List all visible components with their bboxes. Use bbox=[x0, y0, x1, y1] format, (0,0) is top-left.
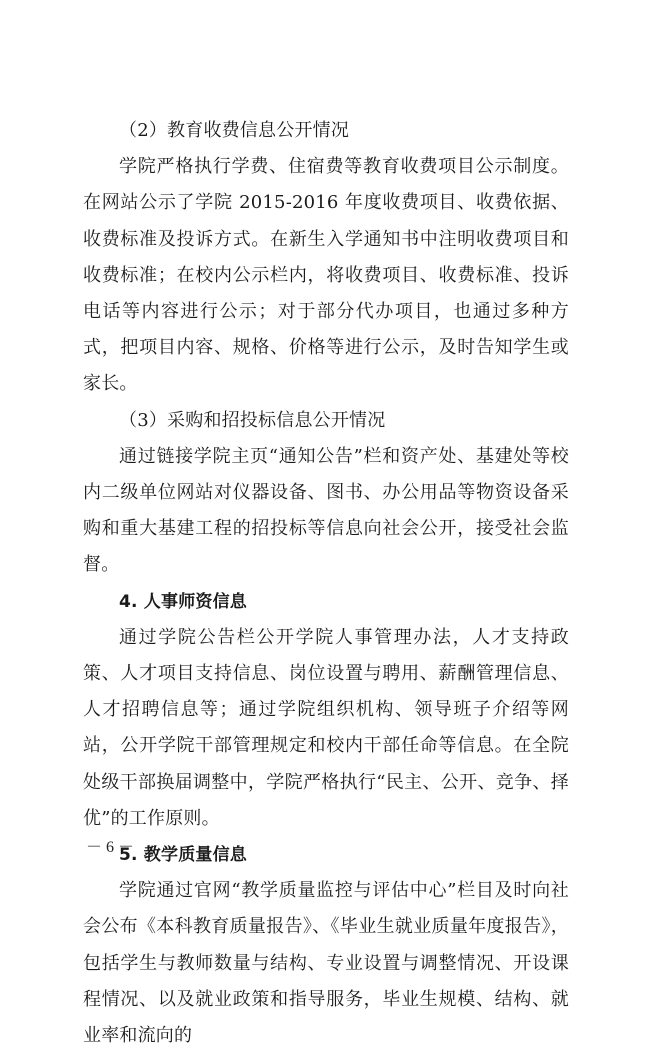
section-3-heading: （3）采购和招投标信息公开情况 bbox=[119, 409, 386, 431]
section-5-heading: 5. 教学质量信息 bbox=[119, 845, 248, 866]
section-4-heading: 4. 人事师资信息 bbox=[119, 591, 248, 612]
section-3-paragraph: 通过链接学院主页“通知公告”栏和资产处、基建处等校内二级单位网站对仪器设备、图书、办公用品等物资设备采购和重大基建工程的招投标等信息向社会公开，接受社会监督。 bbox=[83, 445, 569, 576]
document-body bbox=[83, 113, 569, 1054]
section-2-paragraph: 学院严格执行学费、住宿费等教育收费项目公示制度。在网站公示了学院 2015-2016 年度收费项目、收费依据、收费标准及投诉方式。在新生入学通知书中注明收费项目和收费标准；在校内公示栏内，将收费项目、收费标准、投诉电话等内容进行公示；对于部分代办项目，也通过多种方式，把项目内容、规格、价格等进行公示，及时告知学生或家长。 bbox=[83, 156, 569, 395]
section-4-paragraph: 通过学院公告栏公开学院人事管理办法，人才支持政策、人才项目支持信息、岗位设置与聘用、薪酬管理信息、人才招聘信息等；通过学院组织机构、领导班子介绍等网站，公开学院干部管理规定和校内干部任命等信息。在全院处级干部换届调整中，学院严格执行“民主、公开、竞争、择优”的工作原则。 bbox=[83, 626, 569, 829]
section-5-paragraph: 学院通过官网“教学质量监控与评估中心”栏目及时向社会公布《本科教育质量报告》、《毕业生就业质量年度报告》，包括学生与教师数量与结构、专业设置与调整情况、开设课程情况、以及就业政策和指导服务，毕业生规模、结构、就业率和流向的 bbox=[83, 880, 569, 1047]
page-number: － 6 － bbox=[86, 839, 135, 856]
section-2-heading: （2）教育收费信息公开情况 bbox=[119, 120, 350, 141]
